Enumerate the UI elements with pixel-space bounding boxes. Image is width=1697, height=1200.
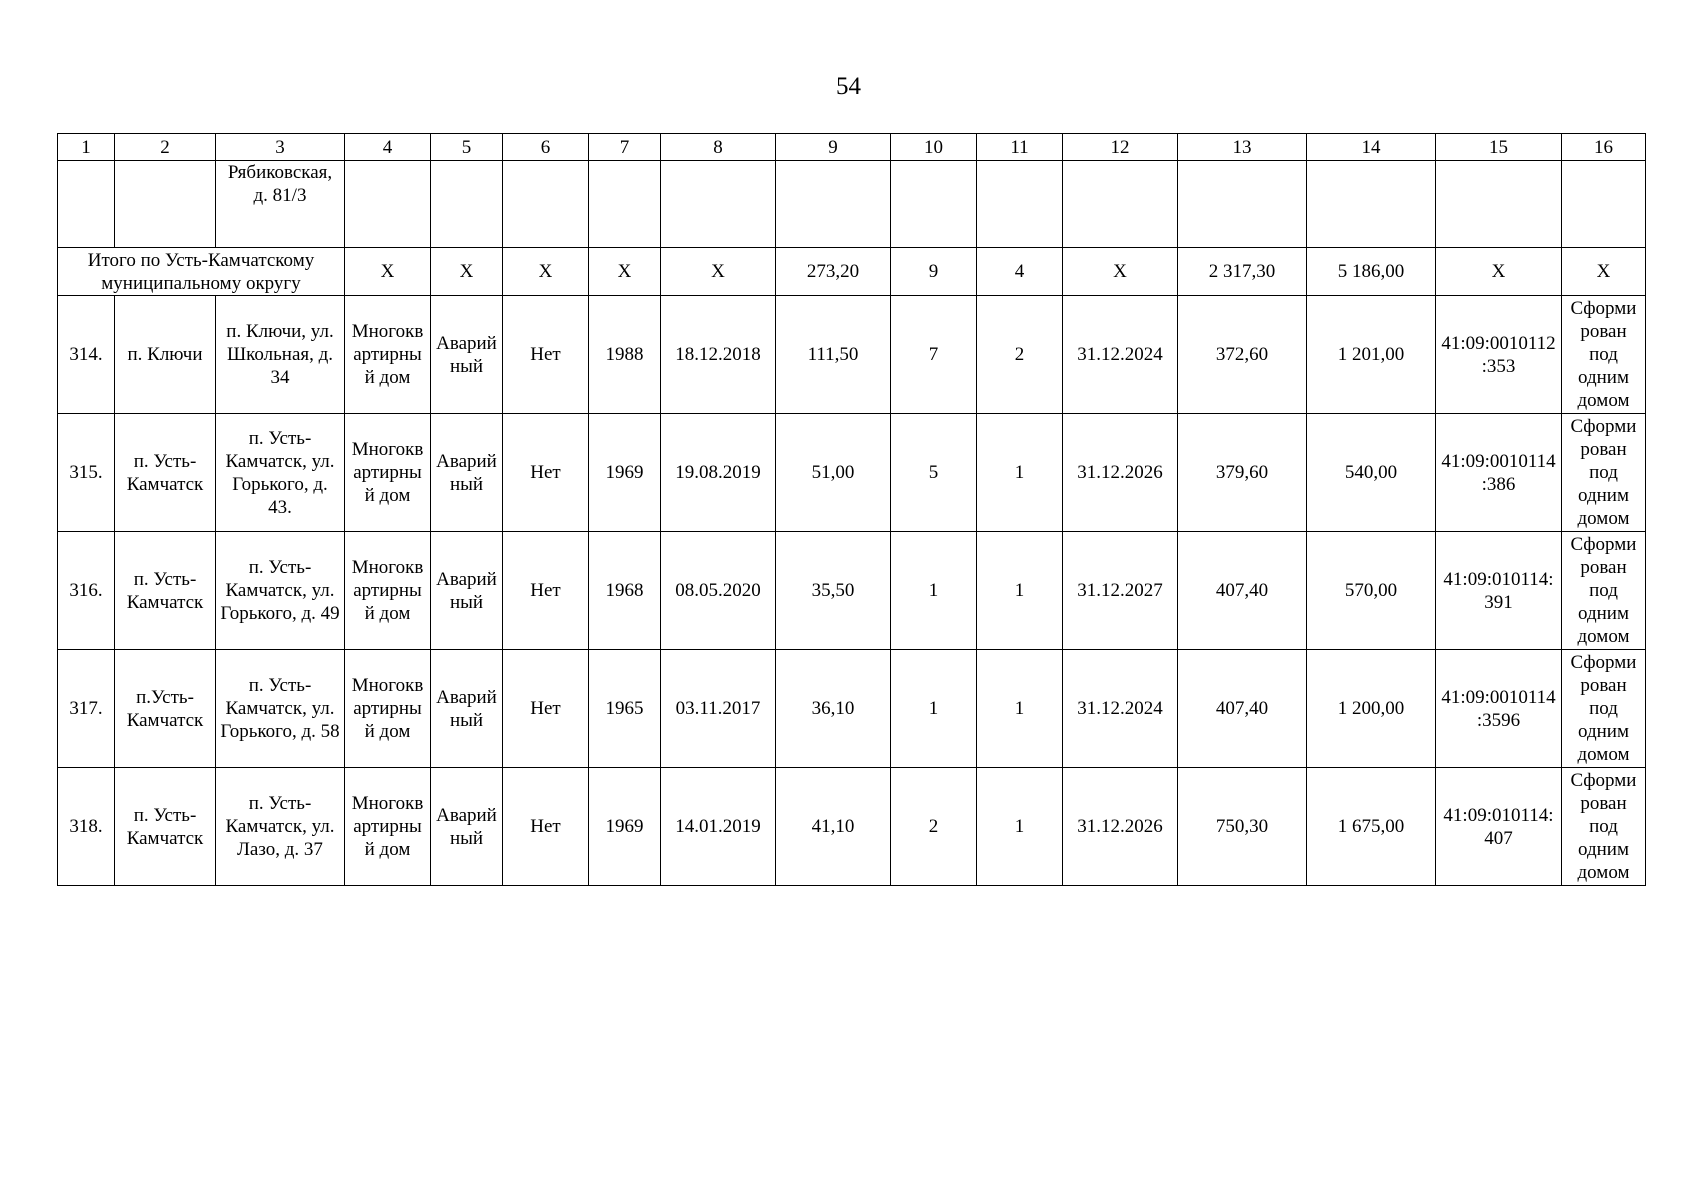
status-cell: Аварийный xyxy=(431,414,503,532)
count-cell: 5 xyxy=(891,414,977,532)
table-cell xyxy=(1436,161,1562,248)
total-cell: 4 xyxy=(977,248,1063,296)
total-cell: 273,20 xyxy=(776,248,891,296)
column-number: 5 xyxy=(431,134,503,161)
column-number: 11 xyxy=(977,134,1063,161)
column-number: 13 xyxy=(1178,134,1307,161)
area-cell: 41,10 xyxy=(776,768,891,886)
flag-cell: Нет xyxy=(503,296,589,414)
value-cell: 1 201,00 xyxy=(1307,296,1436,414)
date-cell: 08.05.2020 xyxy=(661,532,776,650)
total-cell: Х xyxy=(1436,248,1562,296)
table-cell xyxy=(115,161,216,248)
total-cell: Х xyxy=(661,248,776,296)
value-cell: 407,40 xyxy=(1178,650,1307,768)
column-number: 2 xyxy=(115,134,216,161)
note-cell: Сформирован под одним домом xyxy=(1562,296,1646,414)
cadastral-number-cell: 41:09:010114:407 xyxy=(1436,768,1562,886)
address-cell: п. Ключи, ул. Школьная, д. 34 xyxy=(216,296,345,414)
column-number-row xyxy=(58,134,1646,161)
area-cell: 51,00 xyxy=(776,414,891,532)
settlement-cell: п. Усть-Камчатск xyxy=(115,414,216,532)
value-cell: 1 675,00 xyxy=(1307,768,1436,886)
value-cell: 407,40 xyxy=(1178,532,1307,650)
settlement-cell: п.Усть-Камчатск xyxy=(115,650,216,768)
note-cell: Сформирован под одним домом xyxy=(1562,650,1646,768)
row-number: 317. xyxy=(58,650,115,768)
building-type-cell: Многоквартирный дом xyxy=(345,650,431,768)
building-type-cell: Многоквартирный дом xyxy=(345,414,431,532)
count-cell: 1 xyxy=(977,768,1063,886)
total-row xyxy=(58,248,1646,296)
table-cell xyxy=(776,161,891,248)
table-cell xyxy=(977,161,1063,248)
flag-cell: Нет xyxy=(503,650,589,768)
date-cell: 14.01.2019 xyxy=(661,768,776,886)
total-cell: Х xyxy=(431,248,503,296)
total-cell: Х xyxy=(503,248,589,296)
table-cell xyxy=(589,161,661,248)
date-cell: 19.08.2019 xyxy=(661,414,776,532)
column-number: 16 xyxy=(1562,134,1646,161)
table-cell xyxy=(1178,161,1307,248)
table-cell xyxy=(1063,161,1178,248)
count-cell: 1 xyxy=(977,650,1063,768)
count-cell: 1 xyxy=(977,414,1063,532)
total-cell: Х xyxy=(1562,248,1646,296)
column-number: 8 xyxy=(661,134,776,161)
column-number: 4 xyxy=(345,134,431,161)
column-number: 6 xyxy=(503,134,589,161)
year-cell: 1968 xyxy=(589,532,661,650)
column-number: 15 xyxy=(1436,134,1562,161)
note-cell: Сформирован под одним домом xyxy=(1562,768,1646,886)
flag-cell: Нет xyxy=(503,768,589,886)
count-cell: 2 xyxy=(977,296,1063,414)
column-number: 3 xyxy=(216,134,345,161)
table-cell xyxy=(431,161,503,248)
cadastral-number-cell: 41:09:010114:391 xyxy=(1436,532,1562,650)
count-cell: 1 xyxy=(977,532,1063,650)
total-cell: Х xyxy=(589,248,661,296)
column-number: 9 xyxy=(776,134,891,161)
cadastral-number-cell: 41:09:0010114:3596 xyxy=(1436,650,1562,768)
count-cell: 1 xyxy=(891,650,977,768)
year-cell: 1969 xyxy=(589,414,661,532)
table-cell xyxy=(1562,161,1646,248)
status-cell: Аварийный xyxy=(431,296,503,414)
settlement-cell: п. Усть-Камчатск xyxy=(115,532,216,650)
area-cell: 35,50 xyxy=(776,532,891,650)
column-number: 1 xyxy=(58,134,115,161)
total-cell: 5 186,00 xyxy=(1307,248,1436,296)
address-cell: Рябиковская, д. 81/3 xyxy=(216,161,345,248)
address-cell: п. Усть-Камчатск, ул. Лазо, д. 37 xyxy=(216,768,345,886)
value-cell: 379,60 xyxy=(1178,414,1307,532)
column-number: 12 xyxy=(1063,134,1178,161)
column-number: 10 xyxy=(891,134,977,161)
housing-registry-table xyxy=(57,133,1646,886)
total-cell: 9 xyxy=(891,248,977,296)
count-cell: 7 xyxy=(891,296,977,414)
year-cell: 1969 xyxy=(589,768,661,886)
deadline-cell: 31.12.2024 xyxy=(1063,650,1178,768)
column-number: 7 xyxy=(589,134,661,161)
flag-cell: Нет xyxy=(503,414,589,532)
area-cell: 111,50 xyxy=(776,296,891,414)
table-cell xyxy=(503,161,589,248)
address-cell: п. Усть-Камчатск, ул. Горького, д. 49 xyxy=(216,532,345,650)
address-cell: п. Усть-Камчатск, ул. Горького, д. 43. xyxy=(216,414,345,532)
cadastral-number-cell: 41:09:0010112:353 xyxy=(1436,296,1562,414)
note-cell: Сформирован под одним домом xyxy=(1562,414,1646,532)
address-cell: п. Усть-Камчатск, ул. Горького, д. 58 xyxy=(216,650,345,768)
building-type-cell: Многоквартирный дом xyxy=(345,768,431,886)
flag-cell: Нет xyxy=(503,532,589,650)
status-cell: Аварийный xyxy=(431,650,503,768)
column-number: 14 xyxy=(1307,134,1436,161)
year-cell: 1988 xyxy=(589,296,661,414)
total-cell: 2 317,30 xyxy=(1178,248,1307,296)
total-label: Итого по Усть-Камчатскому муниципальному округу xyxy=(58,248,345,296)
count-cell: 2 xyxy=(891,768,977,886)
total-cell: Х xyxy=(345,248,431,296)
building-type-cell: Многоквартирный дом xyxy=(345,296,431,414)
cadastral-number-cell: 41:09:0010114:386 xyxy=(1436,414,1562,532)
table-row xyxy=(58,296,1646,414)
area-cell: 36,10 xyxy=(776,650,891,768)
status-cell: Аварийный xyxy=(431,532,503,650)
deadline-cell: 31.12.2027 xyxy=(1063,532,1178,650)
table-cell xyxy=(1307,161,1436,248)
value-cell: 540,00 xyxy=(1307,414,1436,532)
table-row xyxy=(58,414,1646,532)
total-cell: Х xyxy=(1063,248,1178,296)
page-number: 54 xyxy=(836,73,861,100)
settlement-cell: п. Ключи xyxy=(115,296,216,414)
table-row xyxy=(58,768,1646,886)
value-cell: 570,00 xyxy=(1307,532,1436,650)
table-row xyxy=(58,650,1646,768)
row-number: 314. xyxy=(58,296,115,414)
value-cell: 372,60 xyxy=(1178,296,1307,414)
date-cell: 18.12.2018 xyxy=(661,296,776,414)
table-cell xyxy=(661,161,776,248)
value-cell: 1 200,00 xyxy=(1307,650,1436,768)
value-cell: 750,30 xyxy=(1178,768,1307,886)
table-cell xyxy=(891,161,977,248)
year-cell: 1965 xyxy=(589,650,661,768)
date-cell: 03.11.2017 xyxy=(661,650,776,768)
table-cell xyxy=(58,161,115,248)
deadline-cell: 31.12.2026 xyxy=(1063,414,1178,532)
status-cell: Аварийный xyxy=(431,768,503,886)
row-number: 318. xyxy=(58,768,115,886)
table-cell xyxy=(345,161,431,248)
settlement-cell: п. Усть-Камчатск xyxy=(115,768,216,886)
table-row xyxy=(58,532,1646,650)
count-cell: 1 xyxy=(891,532,977,650)
note-cell: Сформирован под одним домом xyxy=(1562,532,1646,650)
row-number: 316. xyxy=(58,532,115,650)
continuation-row xyxy=(58,161,1646,248)
deadline-cell: 31.12.2024 xyxy=(1063,296,1178,414)
row-number: 315. xyxy=(58,414,115,532)
deadline-cell: 31.12.2026 xyxy=(1063,768,1178,886)
building-type-cell: Многоквартирный дом xyxy=(345,532,431,650)
